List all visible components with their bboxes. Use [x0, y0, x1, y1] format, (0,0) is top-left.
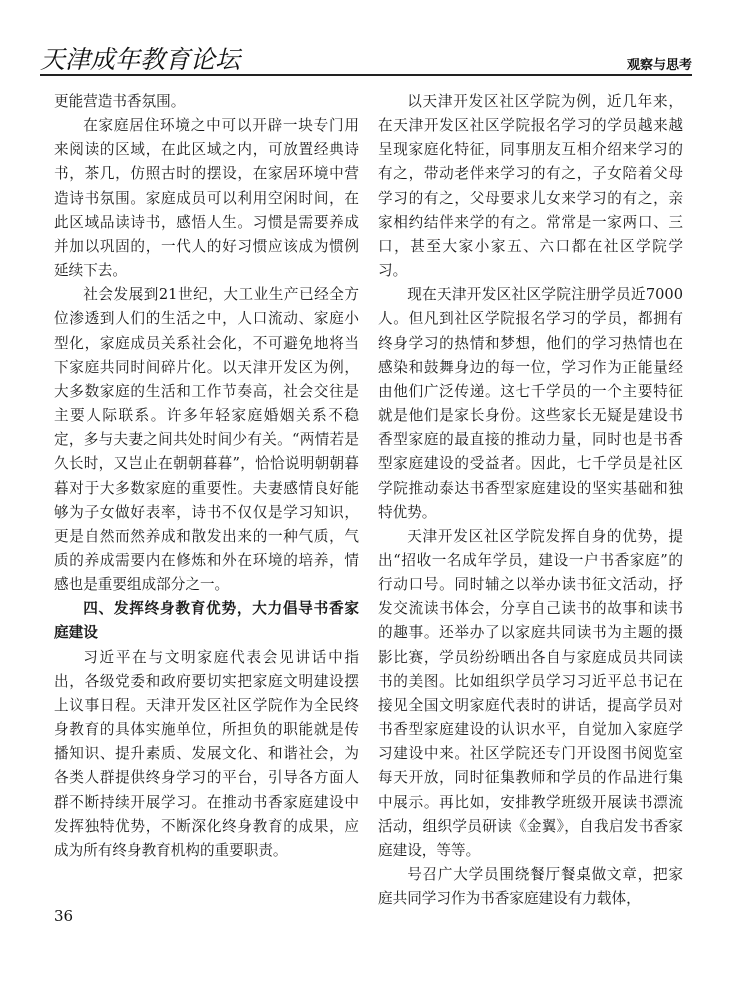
section-label: 观察与思考: [626, 58, 692, 73]
journal-logo: 天津成年教育论坛: [40, 45, 241, 74]
paragraph: 习近平在与文明家庭代表会见讲话中指出，各级党委和政府要切实把家庭文明建设摆上议事日程。天津开发区社区学院作为全民终身教育的具体实施单位，所担负的职能就是传播知识、提升素质、发展文化、和谐社会，为各类人群提供终身学习的平台，引导各方面人群不断持续开展学习。在推动书香家庭建设中发挥独特优势，不断深化终身教育的成果，应成为所有终身教育机构的重要职责。: [54, 648, 359, 859]
right-column: [378, 90, 683, 911]
page-header: [40, 40, 692, 76]
left-column: [54, 90, 359, 863]
paragraph: 天津开发区社区学院发挥自身的优势，提出“招收一名成年学员，建设一户书香家庭”的行动口号。同时辅之以举办读书征文活动，抒发交流读书体会，分享自己读书的故事和读书的趣事。还举办了以家庭共同读书为主题的摄影比赛，学员纷纷晒出各自与家庭成员共同读书的美图。比如组织学员学习习近平总书记在接见全国文明家庭代表时的讲话，提高学员对书香型家庭建设的认识水平，自觉加入家庭学习建设中来。社区学院还专门开设图书阅览室每天开放，同时征集教师和学员的作品进行集中展示。再比如，安排教学班级开展读书漂流活动，组织学员研读《金翼》，自我启发书香家庭建设，等等。: [378, 527, 683, 859]
paragraph: 号召广大学员围绕餐厅餐桌做文章，把家庭共同学习作为书香家庭建设有力载体，: [378, 866, 683, 908]
header-rule: [40, 74, 692, 76]
paragraph: 在家庭居住环境之中可以开辟一块专门用来阅读的区域，在此区域之内，可放置经典诗书，茶几，仿照古时的摆设，在家居环境中营造诗书氛围。家庭成员可以利用空闲时间，在此区域品读诗书，感悟人生。习惯是需要养成并加以巩固的，一代人的好习惯应该成为惯例延续下去。: [54, 117, 359, 280]
paragraph: 社会发展到21世纪，大工业生产已经全方位渗透到人们的生活之中，人口流动、家庭小型化，家庭成员关系社会化，不可避免地将当下家庭共同时间碎片化。以天津开发区为例，大多数家庭的生活和工作节奏高，社会交往是主要人际联系。许多年轻家庭婚姻关系不稳定，多与夫妻之间共处时间少有关。“两情若是久长时，又岂止在朝朝暮暮”，恰恰说明朝朝暮暮对于大多数家庭的重要性。夫妻感情良好能够为子女做好表率，诗书不仅仅是学习知识，更是自然而然养成和散发出来的一种气质，气质的养成需要内在修炼和外在环境的培养，情感也是重要组成部分之一。: [54, 286, 359, 594]
paragraph: 现在天津开发区社区学院注册学员近7000人。但凡到社区学院报名学习的学员，都拥有终身学习的热情和梦想，他们的学习热情也在感染和鼓舞身边的每一位，学习作为正能量经由他们广泛传递。这七千学员的一个主要特征就是他们是家长身份。这些家长无疑是建设书香型家庭的最直接的推动力量，同时也是书香型家庭建设的受益者。因此，七千学员是社区学院推动泰达书香型家庭建设的坚实基础和独特优势。: [378, 286, 683, 521]
page-number: 36: [54, 907, 74, 925]
section-heading: 四、发挥终身教育优势，大力倡导书香家庭建设: [54, 600, 359, 642]
paragraph: 更能营造书香氛围。: [54, 93, 186, 110]
paragraph: 以天津开发区社区学院为例，近几年来，在天津开发区社区学院报名学习的学员越来越呈现家庭化特征，同事朋友互相介绍来学习的有之，带动老伴来学习的有之，子女陪着父母学习的有之，父母要求儿女来学习的有之，亲家相约结伴来学的有之。常常是一家两口、三口，甚至大家小家五、六口都在社区学院学习。: [378, 93, 683, 280]
